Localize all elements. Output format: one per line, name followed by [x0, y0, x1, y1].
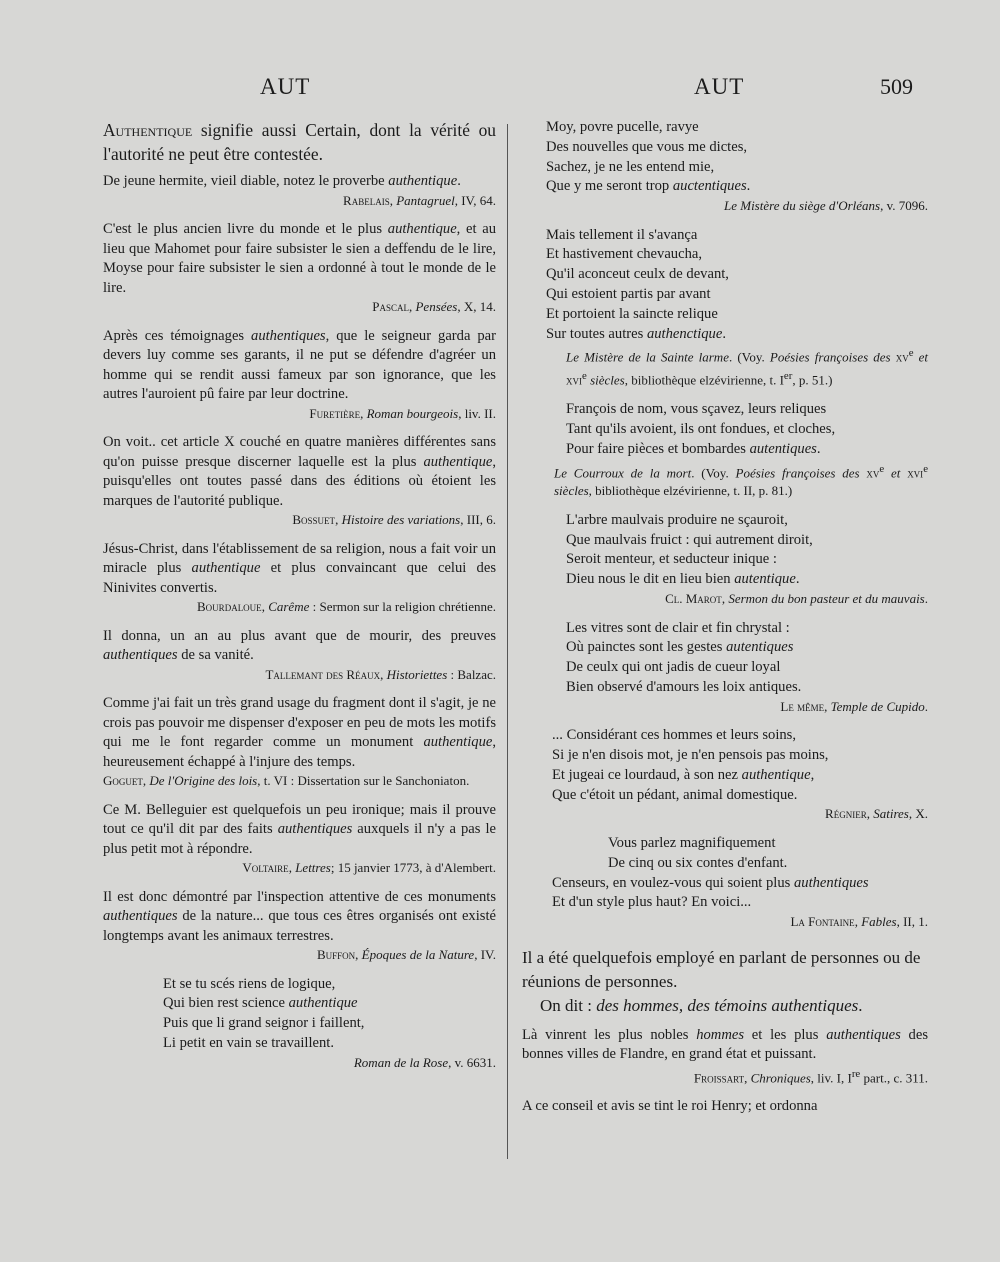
citation-text: xv [859, 464, 880, 480]
verse-keyword: authentique [741, 766, 811, 783]
quote-keyword: authentique [423, 453, 493, 470]
verse-line: ... Considérant ces hommes et leurs soins, [552, 727, 797, 744]
verse-line: François de nom, vous sçavez, leurs reliques [566, 401, 827, 418]
citation-work: Temple de Cupido [830, 698, 925, 714]
citation-text: siècles [586, 372, 625, 388]
citation-work: Roman de la Rose [353, 1054, 449, 1070]
verse-line: L'arbre maulvais produire ne sçauroit, [566, 511, 788, 528]
citation-le-meme: Le même, Temple de Cupido. [780, 698, 928, 714]
sense-persons: Il a été quelquefois employé en parlant de personnes ou de réunions de personnes. [522, 947, 921, 991]
citation-pascal: Pascal, Pensées, X, 14. [372, 299, 496, 314]
citation-voltaire: Voltaire, Lettres; 15 janvier 1773, à d'Alembert. [242, 860, 496, 875]
quote-text: , heureusement échappé à l'injure des temps. [103, 734, 496, 770]
verse-text: , [810, 766, 815, 783]
quote-froissart [522, 1026, 928, 1065]
citation-text: . (Voy. [691, 464, 736, 480]
verse-line [552, 766, 928, 786]
citation-furetiere: Furetière, Roman bourgeois, liv. II. [309, 405, 496, 421]
verse-line: Mais tellement il s'avança [546, 226, 698, 243]
verse-line: Qu'il aconceut ceulx de devant, [546, 266, 729, 283]
verse-line [552, 874, 928, 894]
verse-line: De ceulx qui ont jadis de cueur loyal [566, 659, 781, 676]
citation-bossuet: Bossuet, Histoire des variations, III, 6. [292, 512, 496, 527]
example-keyword: des hommes, des témoins authentiques [596, 995, 859, 1015]
example-text: On dit : [540, 995, 597, 1015]
verse-line: Qui estoient partis par avant [546, 286, 711, 303]
citation-ref: , X, 14. [457, 299, 496, 314]
verse-line: Les vitres sont de clair et fin chrystal : [566, 619, 790, 636]
citation-author: Pascal [372, 299, 409, 314]
verse-regnier [522, 726, 928, 805]
verse-keyword: autentiques [749, 440, 817, 457]
verse-text: . [722, 325, 726, 342]
citation-text: siècles [554, 483, 589, 499]
quote-henry: A ce conseil et avis se tint le roi Henry; et ordonna [522, 1098, 818, 1115]
verse-line: Vous parlez magnifiquement [608, 834, 776, 851]
citation-work: Lettres [295, 860, 331, 875]
citation-work: Époques de la Nature [361, 947, 475, 962]
quote-text: , que le seigneur garda par devers luy comme ses garants, il ne put se défendre d'agréer un homme qui se rendit aussi fameux par son ignorance, que les autres l'auroient pû faire par leur doctrine. [103, 327, 496, 402]
quote-text: Après ces témoignages [103, 327, 252, 344]
verse-text: Qui bien rest science [163, 995, 289, 1012]
quote-keyword: authentique [387, 221, 457, 237]
citation-work: Poésies françoises des [769, 349, 891, 365]
verse-text: Que y me seront trop [546, 178, 673, 195]
citation-work: Chroniques [750, 1069, 811, 1085]
citation-author: Le même [780, 698, 825, 714]
quote-furetiere [103, 327, 496, 405]
citation-marot: Cl. Marot, Sermon du bon pasteur et du mauvais. [665, 591, 928, 607]
verse-text: . [795, 571, 800, 588]
quote-tallemant [103, 627, 496, 666]
citation-ref: ; 15 janvier 1773, à d'Alembert. [330, 860, 496, 875]
citation-ref: , IV, 64. [454, 192, 496, 208]
citation-sup: e [908, 347, 914, 360]
citation-text: , bibliothèque elzévirienne, t. I [624, 372, 784, 388]
quote-bourdaloue [103, 540, 496, 599]
verse-line: Que c'étoit un pédant, animal domestique. [552, 786, 798, 803]
citation-author: Régnier [825, 806, 867, 822]
verse-francois [522, 400, 928, 459]
citation-author: Bossuet [292, 512, 336, 527]
citation-work: Pensées [415, 299, 458, 314]
citation-ref: . [924, 698, 928, 714]
quote-text: , et au lieu que Mahomet pour faire subsister le sien a deffendu de le lire, Moyse pour faire subsister le sien a ordonné à tout le monde de le lire. [103, 221, 496, 296]
citation-ref: , II, 1. [896, 914, 928, 930]
citation-sup: e [582, 370, 587, 383]
page-number: 509 [880, 74, 913, 99]
verse-keyword: autentique [734, 571, 796, 588]
citation-courroux [522, 460, 928, 501]
quote-keyword: authentique [388, 173, 458, 189]
citation-sup: er [783, 370, 793, 383]
citation-rabelais: Rabelais, Pantagruel, IV, 64. [343, 192, 496, 208]
quote-text: Là vinrent les plus nobles [522, 1026, 697, 1043]
citation-work: Historiettes [386, 666, 448, 682]
verse-line: Et hastivement chevaucha, [546, 246, 703, 263]
citation-text: xv [890, 349, 909, 365]
citation-text: . (Voy. [728, 349, 770, 365]
right-column [522, 118, 928, 1117]
citation-work: Le Courroux de la mort [554, 464, 692, 480]
verse-text: Où painctes sont les gestes [566, 639, 727, 656]
quote-keyword: authentiques [103, 647, 178, 663]
verse-text: Et jugeai ce lourdaud, à son nez [552, 766, 742, 783]
citation-work: Satires [873, 806, 909, 822]
verse-line: Bien observé d'amours les loix antiques. [566, 678, 802, 695]
definition-text: signifie aussi Certain, dont la vérité ou l'autorité ne peut être contestée. [103, 120, 496, 164]
citation-work: Poésies françoises des [735, 464, 860, 480]
citation-author: Furetière [309, 405, 361, 421]
quote-keyword: authentiques [251, 327, 326, 344]
citation-author: Goguet [103, 773, 143, 788]
verse-line [546, 177, 928, 197]
citation-sup: re [851, 1067, 861, 1080]
quote-text: et les plus [744, 1026, 827, 1043]
verse-line: Et portoient la saincte relique [546, 305, 718, 322]
verse-siege-orleans [522, 118, 928, 197]
citation-text: et [884, 464, 908, 480]
citation-siege-orleans [522, 197, 928, 216]
citation-work: Carême [268, 599, 310, 614]
citation-bourdaloue: Bourdaloue, Carême : Sermon sur la religion chrétienne. [197, 599, 496, 614]
citation-text: xvi [566, 372, 582, 388]
citation-text: , bibliothèque elzévirienne, t. II, p. 81.) [588, 483, 793, 499]
citation-work: Fables [861, 914, 897, 930]
citation-ref: , IV. [474, 947, 496, 962]
citation-work: Pantagruel [396, 192, 455, 208]
quote-goguet [103, 694, 496, 772]
citation-text: , p. 51.) [792, 372, 833, 388]
verse-line [163, 994, 496, 1014]
quote-keyword: authentiques [826, 1026, 901, 1043]
citation-ref: , X. [908, 806, 928, 822]
verse-keyword: authenctique [646, 325, 723, 342]
citation-author: Cl. Marot [665, 591, 722, 607]
quote-bossuet [103, 433, 496, 511]
verse-arbre [522, 511, 928, 590]
verse-text: Censeurs, en voulez-vous qui soient plus [552, 874, 794, 891]
quote-text: De jeune hermite, vieil diable, notez le proverbe [103, 173, 389, 189]
verse-text: . [816, 440, 821, 457]
verse-line [566, 440, 928, 460]
citation-ref: , liv. II. [458, 405, 496, 421]
verse-la-fontaine [522, 834, 928, 913]
verse-line [566, 570, 928, 590]
quote-keyword: authentiques [277, 821, 353, 837]
citation-ref: : Sermon sur la religion chrétienne. [309, 599, 496, 614]
verse-line: Des nouvelles que vous me dictes, [546, 138, 748, 155]
citation-goguet: Goguet, De l'Origine des lois, t. VI : Dissertation sur le Sanchoniaton. [103, 773, 470, 788]
verse-text: Dieu nous le dit en lieu bien [566, 571, 735, 588]
citation-author: Buffon [316, 947, 356, 962]
verse-text: . [746, 178, 751, 195]
verse-line: Si je n'en disois mot, je n'en pensois pas moins, [552, 747, 829, 764]
verse-sainte-larme [522, 226, 928, 345]
citation-work: Le Mistère du siège d'Orléans [723, 198, 881, 214]
citation-ref: : Balzac. [447, 666, 496, 682]
citation-work: Sermon du bon pasteur et du mauvais [728, 591, 925, 607]
citation-tallemant: Tallemant des Réaux, Historiettes : Balzac. [265, 666, 496, 682]
quote-keyword: authentique [191, 560, 261, 576]
citation-buffon: Buffon, Époques de la Nature, IV. [316, 947, 496, 962]
quote-buffon [103, 888, 496, 947]
citation-author: Bourdaloue [197, 599, 262, 614]
citation-text: xvi [907, 464, 924, 480]
column-divider [507, 124, 508, 1159]
citation-ref: , v. 6631. [448, 1054, 496, 1070]
quote-keyword: authentiques [103, 908, 178, 924]
verse-line: De cinq ou six contes d'enfant. [608, 854, 788, 871]
verse-line: Tant qu'ils avoient, ils ont fondues, et cloches, [566, 420, 836, 437]
quote-text: auxquels il n'y a pas le plus petit mot à répondre. [103, 821, 497, 857]
citation-sup: e [923, 462, 928, 475]
citation-ref: , III, 6. [460, 512, 496, 527]
quote-text: . [457, 173, 461, 189]
example-text: . [858, 995, 863, 1015]
citation-work: De l'Origine des lois [149, 773, 258, 788]
verse-line [546, 325, 928, 345]
citation-author: Rabelais [343, 192, 390, 208]
verse-keyword: authentique [288, 995, 358, 1012]
verse-line: Li petit en vain se travaillent. [163, 1034, 335, 1051]
citation-ref: part., c. 311. [860, 1069, 928, 1085]
quote-text: des bonnes villes de Flandre, en grand état et puissant. [522, 1026, 928, 1063]
quote-text: Comme j'ai fait un très grand usage du fragment dont il s'agit, je ne crois pas pouvoir me dispenser d'exposer en peu de mots les motifs qui me le font regarder comme un monument [103, 695, 496, 750]
quote-keyword: authentique [423, 734, 493, 750]
verse-keyword: autentiques [726, 639, 794, 656]
verse-line: Et d'un style plus haut? En voici... [552, 894, 752, 911]
sense-example [522, 994, 928, 1018]
verse-line: Moy, povre pucelle, ravye [546, 119, 699, 135]
citation-regnier: Régnier, Satires, X. [825, 806, 928, 822]
quote-text: Il est donc démontré par l'inspection attentive de ces monuments [103, 888, 496, 905]
verse-line: Seroit menteur, et seducteur inique : [566, 551, 777, 568]
citation-la-fontaine: La Fontaine, Fables, II, 1. [790, 914, 928, 930]
quote-text: On voit.. cet article X couché en quatre manières différentes sans qu'on puisse presque discerner laquelle est la plus [103, 434, 496, 470]
quote-voltaire [103, 801, 496, 860]
citation-work: Le Mistère de la Sainte larme [566, 349, 729, 365]
quote-text: et plus convaincant que celui des Ninivites convertis. [103, 560, 496, 596]
quote-text: Ce M. Belleguier est quelquefois un peu ironique; mais il prouve tout ce qu'il dit par des faits [103, 801, 496, 837]
verse-roman-de-la-rose [103, 975, 496, 1054]
verse-text: Sur toutes autres [546, 325, 647, 342]
verse-vitres [522, 619, 928, 698]
verse-text: Pour faire pièces et bombardes [566, 440, 750, 457]
citation-ref: , t. VI : Dissertation sur le Sanchoniaton. [257, 773, 470, 788]
quote-text: Il donna, un an au plus avant que de mourir, des preuves [103, 627, 496, 644]
citation-author: Froissart [693, 1069, 745, 1085]
headword: Authentique [103, 120, 193, 140]
verse-line: Sachez, je ne les entend mie, [546, 158, 715, 175]
quote-rabelais [103, 172, 496, 192]
quote-keyword: hommes [696, 1026, 745, 1043]
running-head-right: AUT [694, 74, 745, 99]
citation-author: La Fontaine [790, 914, 855, 930]
citation-ref: , liv. I, I [810, 1069, 852, 1085]
quote-text: de la nature... que tous ces êtres organisés ont existé longtemps avant les animaux terrestres. [103, 908, 496, 944]
citation-ref: , v. 7096. [880, 198, 928, 214]
verse-line: Puis que li grand seignor i faillent, [163, 1015, 365, 1032]
citation-froissart: Froissart, Chroniques, liv. I, Ire part., c. 311. [693, 1067, 928, 1085]
verse-keyword: authentiques [793, 874, 869, 891]
quote-text: , puisqu'elles ont toutes passé dans des éditions où étoient les marques de l'autorité publique. [103, 453, 496, 509]
verse-keyword: auctentiques [672, 178, 747, 195]
citation-work: Histoire des variations [341, 512, 461, 527]
verse-line [566, 638, 928, 658]
quote-text: Jésus-Christ, dans l'établissement de sa religion, nous a fait voir un miracle plus [103, 540, 496, 576]
left-column [103, 118, 496, 1082]
citation-text: et [913, 349, 929, 365]
citation-sup: e [879, 462, 885, 475]
citation-roman-de-la-rose [103, 1054, 496, 1073]
verse-line: Que maulvais fruict : qui autrement diroit, [566, 531, 813, 548]
quote-pascal [103, 220, 496, 298]
citation-ref: . [924, 591, 928, 607]
running-head-left: AUT [260, 74, 311, 99]
verse-line: Et se tu scés riens de logique, [163, 975, 336, 992]
citation-author: Voltaire [242, 860, 289, 875]
definition [103, 118, 496, 166]
quote-text: C'est le plus ancien livre du monde et le plus [103, 221, 388, 237]
citation-work: Roman bourgeois [366, 405, 459, 421]
quote-text: de sa vanité. [177, 647, 254, 663]
citation-author: Tallemant des Réaux [265, 666, 381, 682]
citation-sainte-larme [522, 344, 928, 390]
